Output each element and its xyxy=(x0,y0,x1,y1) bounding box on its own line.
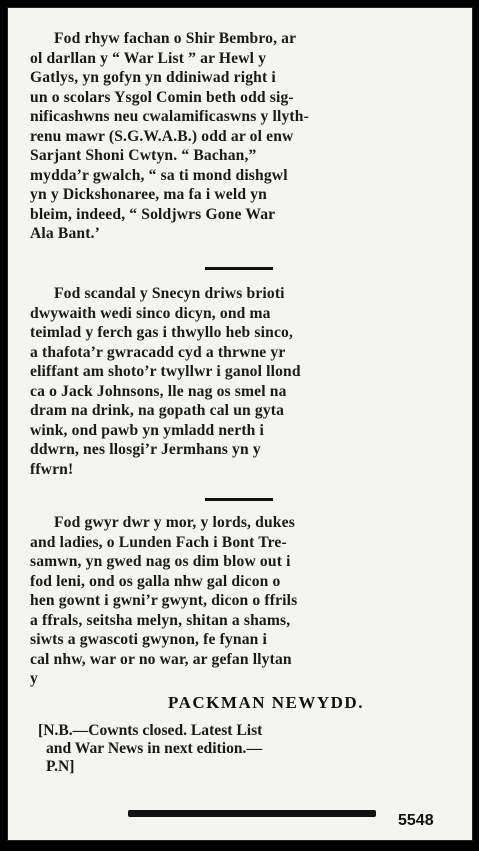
text-line: hen gownt i gwni’r gwynt, dicon o ffrils xyxy=(30,592,298,609)
text-line: Fod rhyw fachan o Shir Bembro, ar xyxy=(54,30,297,47)
note-line: P.N] xyxy=(46,758,75,775)
text-line: Sarjant Shoni Cwtyn. “ Bachan,” xyxy=(30,147,257,164)
note-line: [N.B.—Cownts closed. Latest List xyxy=(38,722,263,739)
closing-rule xyxy=(128,810,376,817)
page-number: 5548 xyxy=(398,812,434,829)
text-line: un o scolars Ysgol Comin beth odd sig- xyxy=(30,88,294,106)
text-line: eliffant am shoto’r twyllwr i ganol llond xyxy=(30,363,301,380)
text-line: Ala Bant.’ xyxy=(30,225,100,242)
note-line: and War News in next edition.— xyxy=(46,740,263,757)
text-line: bleim, indeed, “ Soldjwrs Gone War xyxy=(30,205,276,223)
text-line: ol darllan y “ War List ” ar Hewl y xyxy=(30,49,267,67)
text-line: fod leni, ond os galla nhw gal dicon o xyxy=(30,572,281,590)
text-line: yn y Dickshonaree, ma fa i weld yn xyxy=(30,186,267,203)
section-divider xyxy=(205,498,273,501)
text-line: y xyxy=(30,670,38,687)
text-line: samwn, yn gwed nag os dim blow out i xyxy=(30,553,291,570)
editor-note xyxy=(38,722,458,776)
text-line: siwts a gwascoti gwynon, fe fynan i xyxy=(30,631,268,648)
text-line: Gatlys, yn gofyn yn ddiniwad right i xyxy=(30,69,276,86)
text-line: ffwrn! xyxy=(30,460,74,478)
text-line: renu mawr (S.G.W.A.B.) odd ar ol enw xyxy=(30,127,294,145)
text-line: mydda’r gwalch, “ sa ti mond dishgwl xyxy=(30,166,288,184)
section-divider xyxy=(205,267,273,270)
text-line: a thafota’r gwracadd cyd a thrwne yr xyxy=(30,343,286,361)
text-line: ca o Jack Johnsons, lle nag os smel na xyxy=(30,382,287,400)
text-line: teimlad y ferch gas i thwyllo heb sinco, xyxy=(30,324,294,341)
text-line: nificashwns neu cwalamificaswns y llyth- xyxy=(30,108,309,125)
text-line: Fod gwyr dwr y mor, y lords, dukes xyxy=(54,514,295,531)
text-line: wink, ond pawb yn ymladd nerth i xyxy=(30,421,265,439)
text-line: dram na drink, na gopath cal un gyta xyxy=(30,402,285,419)
paragraph-1 xyxy=(30,29,450,244)
text-line: dwywaith wedi sinco dicyn, ond ma xyxy=(30,304,271,322)
text-line: Fod scandal y Snecyn driws brioti xyxy=(54,285,285,302)
text-line: a ffrals, seitsha melyn, shitan a shams, xyxy=(30,611,291,629)
paragraph-3 xyxy=(30,513,450,689)
paragraph-2 xyxy=(30,284,450,479)
text-line: and ladies, o Lunden Fach i Bont Tre- xyxy=(30,533,287,551)
text-line: cal nhw, war or no war, ar gefan llytan xyxy=(30,650,292,668)
author-signature: PACKMAN NEWYDD. xyxy=(168,693,364,712)
text-line: ddwrn, nes llosgi’r Jermhans yn y xyxy=(30,441,261,458)
